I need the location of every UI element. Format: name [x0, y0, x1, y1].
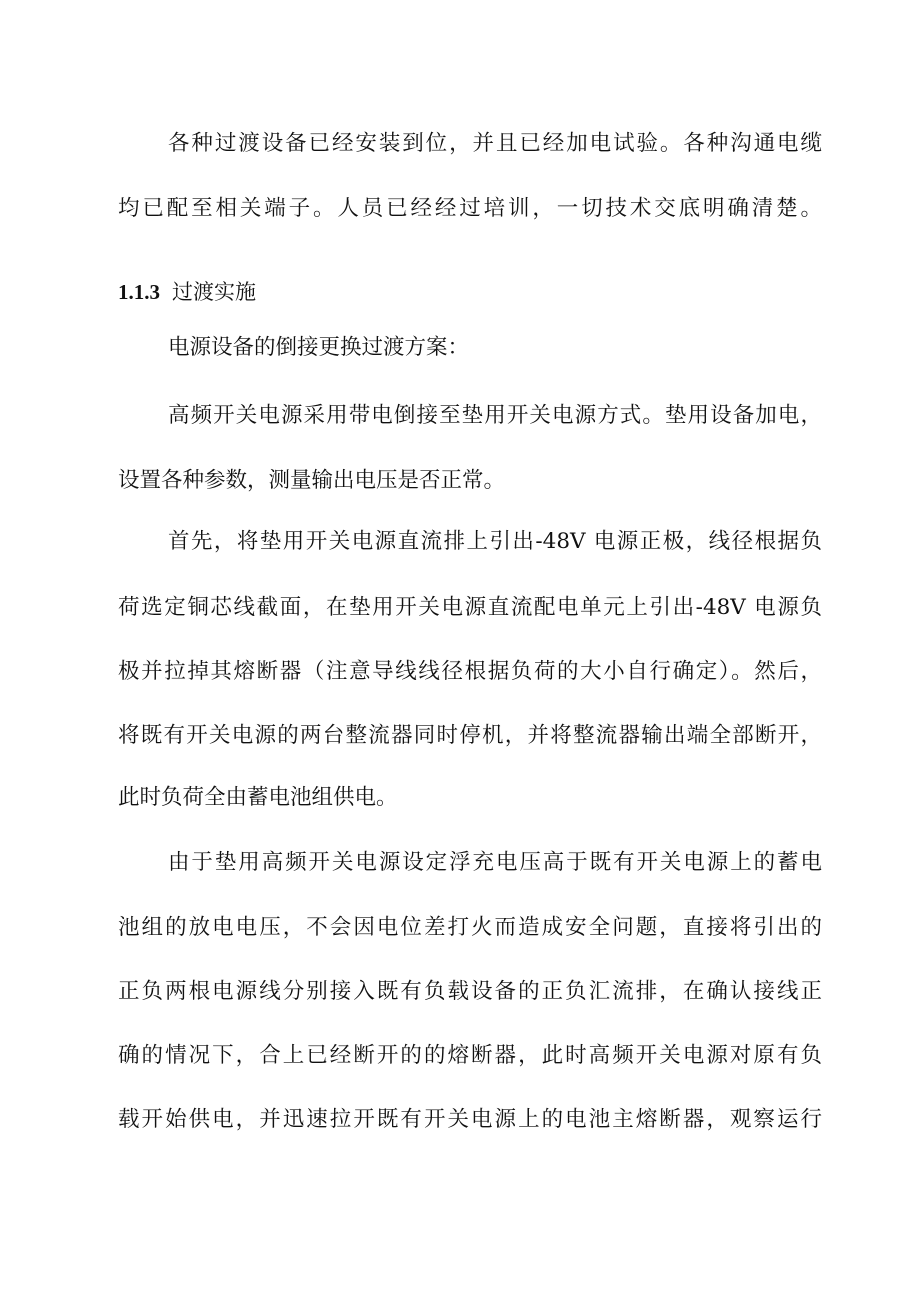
- section-heading: [118, 272, 256, 312]
- paragraph-line: 由于垫用高频开关电源设定浮充电压高于既有开关电源上的蓄电: [168, 850, 822, 875]
- paragraph-line: 载开始供电，并迅速拉开既有开关电源上的电池主熔断器，观察运行: [118, 1107, 822, 1132]
- section-title: 过渡实施: [172, 280, 256, 304]
- paragraph-line: 此时负荷全由蓄电池组供电。: [118, 785, 398, 810]
- paragraph-line: 池组的放电电压，不会因电位差打火而造成安全问题，直接将引出的: [118, 915, 822, 940]
- paragraph-line: 极并拉掉其熔断器（注意导线线径根据负荷的大小自行确定）。然后，: [118, 659, 822, 684]
- paragraph-line: 将既有开关电源的两台整流器同时停机，并将整流器输出端全部断开，: [118, 723, 822, 748]
- paragraph-line: 均已配至相关端子。人员已经经过培训，一切技术交底明确清楚。: [118, 196, 822, 221]
- paragraph-line: 正负两根电源线分别接入既有负载设备的正负汇流排，在确认接线正: [118, 979, 822, 1004]
- paragraph-line: 设置各种参数，测量输出电压是否正常。: [118, 468, 506, 493]
- paragraph-line: 首先，将垫用开关电源直流排上引出-48V 电源正极，线径根据负: [168, 529, 822, 554]
- paragraph-line: 各种过渡设备已经安装到位，并且已经加电试验。各种沟通电缆: [168, 131, 822, 156]
- paragraph-line: 荷选定铜芯线截面，在垫用开关电源直流配电单元上引出-48V 电源负: [118, 595, 822, 620]
- paragraph-line: 高频开关电源采用带电倒接至垫用开关电源方式。垫用设备加电，: [168, 403, 822, 428]
- section-number: 1.1.3: [118, 280, 160, 304]
- paragraph-line: 电源设备的倒接更换过渡方案：: [168, 335, 470, 360]
- paragraph-line: 确的情况下，合上已经断开的的熔断器，此时高频开关电源对原有负: [118, 1043, 822, 1068]
